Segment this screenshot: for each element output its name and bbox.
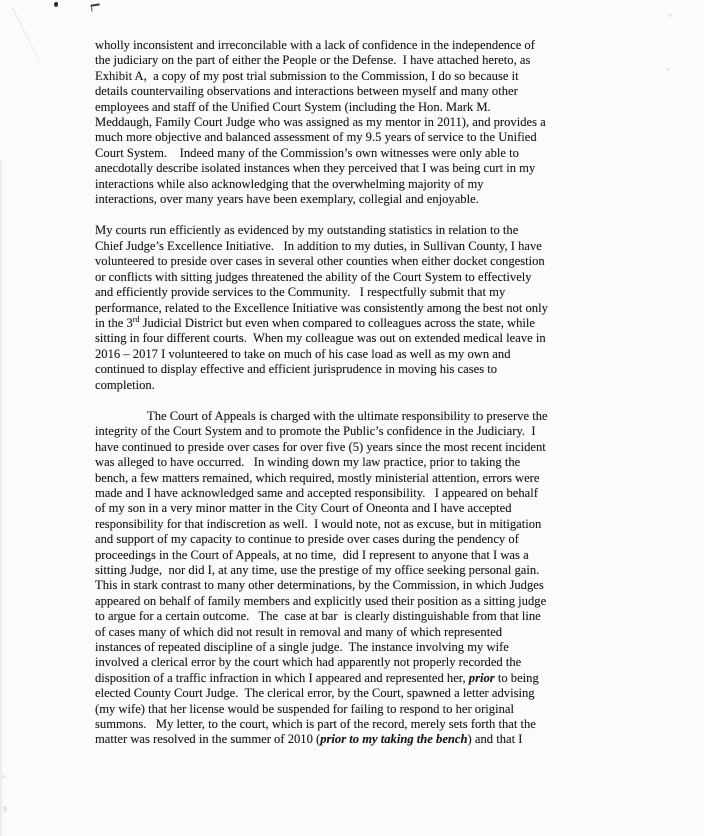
bold-italic-text: prior to my taking the bench <box>320 732 468 747</box>
body-text: have continued to preside over cases for over five (5) years since the most recent incident <box>95 439 546 454</box>
text-line <box>95 563 619 578</box>
body-text: or conflicts with sitting judges threatened the ability of the Court System to effectively <box>95 269 532 284</box>
body-text: was alleged to have occurred. In winding down my law practice, prior to taking the <box>95 455 521 470</box>
body-text: performance, related to the Excellence Initiative was consistently among the best not only <box>95 300 548 315</box>
text-line <box>95 609 619 624</box>
scan-speck <box>666 68 669 71</box>
body-text: (my wife) that her license would be suspended for failing to respond to her original <box>95 701 514 716</box>
body-text: anecdotally describe isolated instances when they perceived that I was being curt in my <box>95 161 536 176</box>
text-line <box>95 38 619 53</box>
text-line <box>95 702 619 717</box>
body-text: of cases many of which did not result in removal and many of which represented <box>95 624 503 639</box>
text-line <box>95 53 619 68</box>
body-text: made and I have acknowledged same and accepted responsibility. I appeared on behalf <box>95 485 538 500</box>
text-line <box>95 69 619 84</box>
text-line <box>95 301 619 316</box>
body-text: wholly inconsistent and irreconcilable with a lack of confidence in the independence of <box>95 38 535 52</box>
text-line <box>95 732 619 747</box>
body-text: instances of repeated discipline of a single judge. The instance involving my wife <box>95 640 509 655</box>
body-text: sitting Judge, nor did I, at any time, use the prestige of my office seeking personal gain. <box>95 563 540 577</box>
text-line <box>95 146 619 161</box>
body-text: of my son in a very minor matter in the City Court of Oneonta and I have accepted <box>95 501 512 516</box>
body-text: and efficiently provide services to the Community. I respectfully submit that my <box>95 285 506 300</box>
text-line <box>95 440 619 455</box>
scan-scratch-line <box>12 8 42 65</box>
text-line <box>95 316 619 331</box>
body-text: bench, a few matters remained, which required, mostly ministerial attention, errors were <box>95 470 540 485</box>
body-text: My courts run efficiently as evidenced by my outstanding statistics in relation to the <box>95 223 519 238</box>
body-text: involved a clerical error by the court which had apparently not properly recorded the <box>95 655 522 670</box>
text-line <box>95 177 619 192</box>
body-text: summons. My letter, to the court, which is part of the record, merely sets forth that the <box>95 717 536 732</box>
text-line <box>95 161 619 176</box>
text-line <box>95 671 619 686</box>
superscript-text: rd <box>132 314 140 324</box>
text-line <box>95 100 619 115</box>
body-text: and support of my capacity to continue to preside over cases during the pendency of <box>95 532 519 547</box>
text-line <box>95 331 619 346</box>
body-text: Judicial District but even when compared to colleagues across the state, while <box>139 315 535 330</box>
text-line <box>95 548 619 563</box>
body-text: proceedings in the Court of Appeals, at no time, did I represent to anyone that I was a <box>95 547 529 562</box>
text-line <box>95 594 619 609</box>
scan-left-edge-shade <box>0 160 2 836</box>
scan-speck <box>668 14 672 17</box>
text-line <box>95 254 619 269</box>
text-line <box>95 192 619 207</box>
body-text: matter was resolved in the summer of 2010 ( <box>95 732 321 747</box>
text-line <box>95 625 619 640</box>
body-text: interactions, over many years have been exemplary, collegial and enjoyable. <box>95 192 479 207</box>
text-line <box>95 84 619 99</box>
paragraph-1 <box>95 38 619 207</box>
body-text: elected County Court Judge. The clerical error, by the Court, spawned a letter advising <box>95 686 535 701</box>
text-line <box>95 471 619 486</box>
scan-ink-dot <box>54 2 58 7</box>
body-text: 2016 – 2017 I volunteered to take on much of his case load as well as my own and <box>95 346 511 361</box>
scan-speck <box>2 775 5 778</box>
text-line <box>95 347 619 362</box>
body-text: Chief Judge’s Excellence Initiative. In addition to my duties, in Sullivan County, I have <box>95 238 542 253</box>
text-line <box>95 239 619 254</box>
body-text: responsibility for that indiscretion as well. I would note, not as excuse, but in mitigation <box>95 516 542 531</box>
text-line <box>95 655 619 670</box>
body-text: volunteered to preside over cases in several other counties when either docket congestion <box>95 254 545 269</box>
text-line <box>95 115 619 130</box>
body-text: employees and staff of the Unified Court System (including the Hon. Mark M. <box>95 99 491 114</box>
text-line <box>95 270 619 285</box>
text-line <box>95 517 619 532</box>
text-line <box>95 362 619 377</box>
body-text: disposition of a traffic infraction in which I appeared and represented her, <box>95 670 469 685</box>
text-line <box>95 640 619 655</box>
text-line <box>95 424 619 439</box>
body-text: The Court of Appeals is charged with the ultimate responsibility to preserve the <box>147 408 548 423</box>
body-text: to being <box>494 670 539 685</box>
paragraph-3 <box>95 409 619 748</box>
body-text: Court System. Indeed many of the Commission’s own witnesses were only able to <box>95 145 519 160</box>
body-text: completion. <box>95 377 155 392</box>
document-text <box>95 38 619 748</box>
bold-italic-text: prior <box>468 670 495 685</box>
text-line <box>95 717 619 732</box>
text-line <box>95 223 619 238</box>
body-text: appeared on behalf of family members and explicitly used their position as a sitting judge <box>95 593 547 608</box>
body-text: to argue for a certain outcome. The case at bar is clearly distinguishable from that line <box>95 609 541 624</box>
body-text: Exhibit A, a copy of my post trial submission to the Commission, I do so because it <box>95 68 519 83</box>
body-text: ) and that I <box>467 732 523 747</box>
text-line <box>95 686 619 701</box>
scan-corner-mark <box>91 3 101 11</box>
body-text: interactions while also acknowledging that the overwhelming majority of my <box>95 176 484 191</box>
text-line <box>95 130 619 145</box>
text-line <box>95 501 619 516</box>
body-text: much more objective and balanced assessment of my 9.5 years of service to the Unified <box>95 130 537 145</box>
body-text: in the 3 <box>95 315 133 330</box>
text-line <box>95 578 619 593</box>
paragraph-2 <box>95 223 619 392</box>
text-line <box>95 285 619 300</box>
body-text: continued to display effective and efficient jurisprudence in moving his cases to <box>95 362 498 377</box>
body-text: Meddaugh, Family Court Judge who was assigned as my mentor in 2011), and provides a <box>95 115 546 130</box>
text-line <box>95 455 619 470</box>
body-text: sitting in four different courts. When my colleague was out on extended medical leave in <box>95 331 546 346</box>
scan-speck <box>3 806 7 812</box>
body-text: the judiciary on the part of either the People or the Defense. I have attached hereto, as <box>95 53 531 68</box>
text-line <box>95 378 619 393</box>
body-text: integrity of the Court System and to promote the Public’s confidence in the Judiciary. I <box>95 424 536 439</box>
text-line <box>95 409 619 424</box>
text-line <box>95 532 619 547</box>
body-text: This in stark contrast to many other determinations, by the Commission, in which Judges <box>95 578 544 593</box>
body-text: details countervailing observations and interactions between myself and many other <box>95 84 518 99</box>
text-line <box>95 486 619 501</box>
